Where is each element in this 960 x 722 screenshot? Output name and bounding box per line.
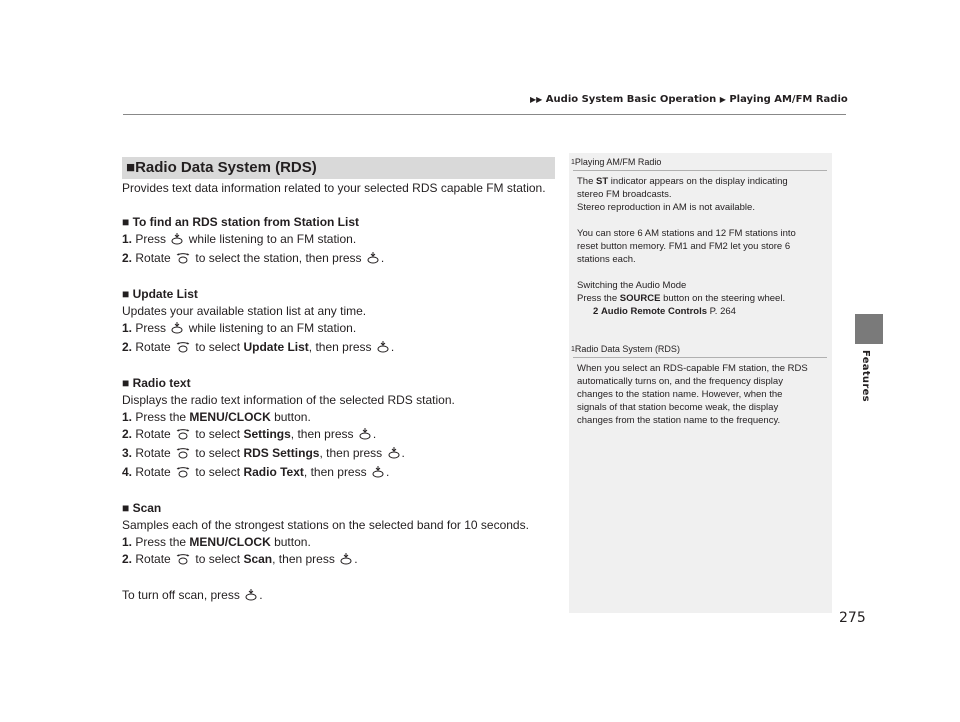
press-knob-icon xyxy=(359,427,371,445)
breadcrumb-item[interactable]: Audio System Basic Operation xyxy=(545,94,717,105)
side-tab-label: Features xyxy=(860,350,871,402)
press-knob-icon xyxy=(171,321,183,339)
step: 1. Press the MENU/CLOCK button. xyxy=(122,535,311,549)
breadcrumb-item[interactable]: Playing AM/FM Radio xyxy=(729,94,848,105)
rotate-knob-icon xyxy=(176,465,190,483)
subsection-desc: Updates your available station list at any time. xyxy=(122,304,367,318)
section-title: Radio Data System (RDS) xyxy=(135,159,317,176)
note-title[interactable]: $^1$Playing AM/FM Radio xyxy=(571,157,662,167)
section-marker-icon: ■ xyxy=(126,159,136,176)
step: 1. Press while listening to an FM station. xyxy=(122,231,552,250)
press-knob-icon xyxy=(388,446,400,464)
subsection-title: ■ To find an RDS station from Station List xyxy=(122,215,360,229)
breadcrumb-arrow-icon: ▶ xyxy=(719,95,726,104)
press-knob-icon xyxy=(340,552,352,570)
press-knob-icon xyxy=(171,232,183,250)
rotate-knob-icon xyxy=(176,340,190,358)
step: 2. Rotate to select the station, then press . xyxy=(122,250,552,269)
breadcrumb-arrow-icon: ▶▶ xyxy=(530,95,543,104)
press-knob-icon xyxy=(245,588,257,606)
step: 1. Press the MENU/CLOCK button. xyxy=(122,410,311,424)
step: 2. Rotate to select Update List, then press . xyxy=(122,339,552,358)
step: 1. Press while listening to an FM station. xyxy=(122,320,552,339)
subsection-desc: Samples each of the strongest stations on the selected band for 10 seconds. xyxy=(122,518,529,532)
rotate-knob-icon xyxy=(176,552,190,570)
page-number: 275 xyxy=(839,610,866,626)
notes-sidebar xyxy=(569,153,832,613)
press-knob-icon xyxy=(372,465,384,483)
subsection-title: ■ Radio text xyxy=(122,376,191,390)
rotate-knob-icon xyxy=(176,251,190,269)
note-title[interactable]: $^1$Radio Data System (RDS) xyxy=(571,344,680,354)
subsection-title: ■ Scan xyxy=(122,501,162,515)
section-heading xyxy=(122,157,555,179)
press-knob-icon xyxy=(377,340,389,358)
step: 2. Rotate to select Scan, then press . xyxy=(122,551,552,570)
side-tab-marker xyxy=(855,314,883,344)
reference-arrow-icon: 2 xyxy=(593,306,599,317)
step: 4. Rotate to select Radio Text, then press . xyxy=(122,464,552,483)
subsection-desc: Displays the radio text information of the selected RDS station. xyxy=(122,393,455,407)
scan-off-note: To turn off scan, press . xyxy=(122,587,552,606)
step: 3. Rotate to select RDS Settings, then press . xyxy=(122,445,552,464)
note-playing-am-fm: $^1$Playing AM/FM Radio The ST indicator appears on the display indicating stereo FM broadcasts. Stereo reproduction in AM is not available. You can store 6 AM stations and 12 FM stations into reset button memory. FM1 and FM2 let you store 6 stations each. Switching the Audio Mode Press the SOURCE button on the steering wheel. 2 Audio Remote Controls P. 264 xyxy=(577,156,825,318)
breadcrumb xyxy=(530,94,848,105)
rotate-knob-icon xyxy=(176,446,190,464)
section-intro: Provides text data information related to your selected RDS capable FM station. xyxy=(122,181,546,195)
step: 2. Rotate to select Settings, then press . xyxy=(122,426,552,445)
note-rds: $^1$Radio Data System (RDS) When you select an RDS-capable FM station, the RDS automatically turns on, and the frequency display changes to the station name. However, when the signals of that station become weak, the display changes from the station name to the frequency. xyxy=(577,343,825,427)
subsection-title: ■ Update List xyxy=(122,287,198,301)
press-knob-icon xyxy=(367,251,379,269)
cross-reference-link[interactable]: 2 Audio Remote Controls P. 264 xyxy=(593,306,736,317)
main-content xyxy=(122,180,552,606)
rotate-knob-icon xyxy=(176,427,190,445)
header-rule xyxy=(123,114,846,115)
